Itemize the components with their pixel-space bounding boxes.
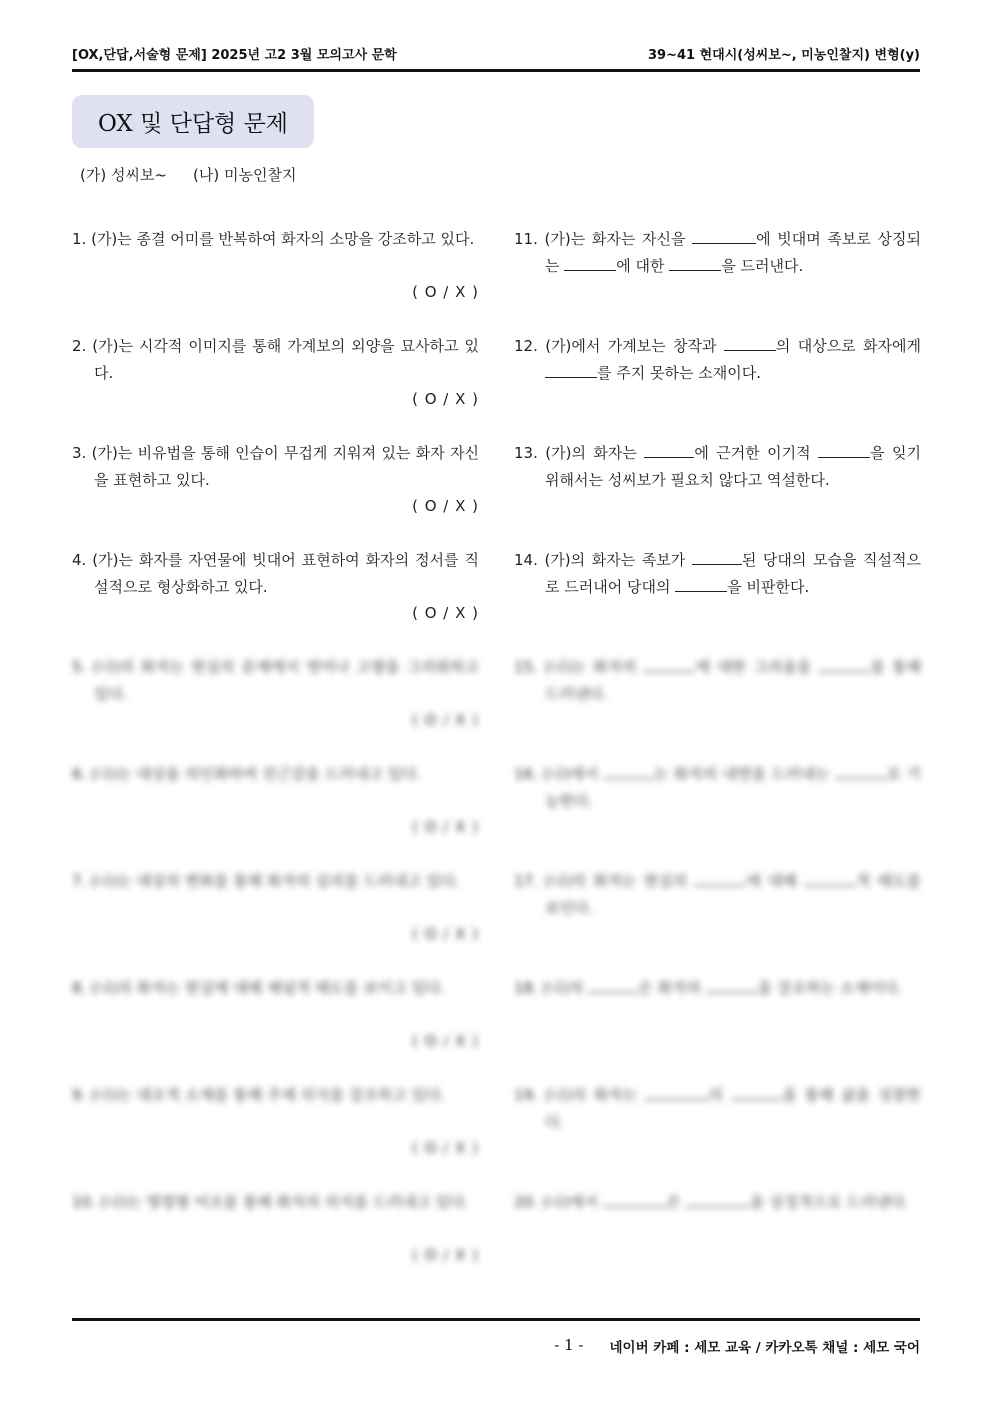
answer-blank[interactable] xyxy=(724,335,776,351)
ox-answer-mark[interactable]: ( O / X ) xyxy=(412,711,479,729)
page-footer xyxy=(554,1336,920,1356)
ox-answer-mark[interactable]: ( O / X ) xyxy=(412,1032,479,1050)
answer-blank[interactable] xyxy=(818,442,870,458)
header-rule xyxy=(72,69,920,72)
header-right: 39~41 현대시(성씨보~, 미농인찰지) 변형(y) xyxy=(648,47,920,63)
question-text: (나)는 대상을 의인화하여 친근감을 드러내고 있다. xyxy=(91,765,422,783)
ox-question-column xyxy=(72,226,479,1296)
footer-channel: 네이버 카페 : 세모 교육 / 카카오톡 채널 : 세모 국어 xyxy=(609,1340,920,1356)
answer-blank[interactable] xyxy=(694,870,746,886)
blank-question: 12. (가)에서 가계보는 창작과 의 대상으로 화자에게 를 주지 못하는 소재이다. xyxy=(514,337,921,382)
blank-question: 11. (가)는 화자는 자신을 에 빗대며 족보로 상징되는 에 대한 을 드러낸다. xyxy=(514,230,921,275)
answer-blank[interactable] xyxy=(645,1084,709,1100)
answer-blank[interactable] xyxy=(818,656,870,672)
section-title-text: OX 및 단답형 문제 xyxy=(97,111,289,137)
answer-blank[interactable] xyxy=(731,1084,783,1100)
answer-blank[interactable] xyxy=(644,442,694,458)
ox-answer-mark[interactable]: ( O / X ) xyxy=(412,1246,479,1264)
blank-question-blurred: 15. (나)는 화자의 에 대한 그리움을 를 통해 드러낸다. xyxy=(514,658,921,703)
question-text: (나)는 대상의 변화를 통해 화자의 심리를 드러내고 있다. xyxy=(91,872,460,890)
blank-question-blurred: 18. (나)의 은 화자의 을 강조하는 소재이다. xyxy=(514,979,903,997)
blank-question-blurred: 16. (나)에서 는 화자의 내면을 드러내는 로 기능한다. xyxy=(514,765,921,810)
answer-blank[interactable] xyxy=(675,576,727,592)
answer-blank[interactable] xyxy=(692,228,756,244)
ox-question: 2. (가)는 시각적 이미지를 통해 가계보의 외양을 묘사하고 있다. ( O / X ) xyxy=(72,333,479,440)
ox-answer-mark[interactable]: ( O / X ) xyxy=(412,818,479,836)
page-number: - 1 - xyxy=(554,1336,584,1354)
blank-question-column xyxy=(514,226,921,1296)
question-text: (가)는 종결 어미를 반복하여 화자의 소망을 강조하고 있다. xyxy=(91,230,475,248)
blank-question-blurred: 20. (나)에서 은 을 상징적으로 드러낸다. xyxy=(514,1193,910,1211)
answer-blank[interactable] xyxy=(588,977,638,993)
answer-blank[interactable] xyxy=(643,656,695,672)
ox-question-blurred: 10. (나)는 명령형 어조를 통해 화자의 의지를 드러내고 있다. ( O / X ) xyxy=(72,1189,479,1296)
section-title xyxy=(72,95,314,148)
question-text: (나)는 대조적 소재를 통해 주제 의식을 강조하고 있다. xyxy=(91,1086,446,1104)
answer-blank[interactable] xyxy=(669,255,721,271)
ox-answer-mark[interactable]: ( O / X ) xyxy=(412,283,479,301)
ox-answer-mark[interactable]: ( O / X ) xyxy=(412,1139,479,1157)
question-text: (나)의 화자는 현실의 문제에서 벗어나 고향을 그리워하고 있다. xyxy=(93,658,479,703)
answer-blank[interactable] xyxy=(686,1191,750,1207)
ox-question: 3. (가)는 비유법을 통해 인습이 무겁게 지워져 있는 화자 자신을 표현하고 있다. ( O / X ) xyxy=(72,440,479,547)
question-text: (가)는 시각적 이미지를 통해 가계보의 외양을 묘사하고 있다. xyxy=(92,337,479,382)
answer-blank[interactable] xyxy=(835,763,887,779)
question-text: (나)의 화자는 현실에 대해 체념적 태도를 보이고 있다. xyxy=(91,979,446,997)
ox-answer-mark[interactable]: ( O / X ) xyxy=(412,925,479,943)
question-text: (가)는 비유법을 통해 인습이 무겁게 지워져 있는 화자 자신을 표현하고 있다. xyxy=(91,444,479,489)
question-text: (나)는 명령형 어조를 통해 화자의 의지를 드러내고 있다. xyxy=(100,1193,470,1211)
answer-blank[interactable] xyxy=(706,977,758,993)
works-list xyxy=(80,164,296,185)
work-ga: (가) 성씨보~ xyxy=(80,166,168,184)
answer-blank[interactable] xyxy=(564,255,616,271)
header-left: [OX,단답,서술형 문제] 2025년 고2 3월 모의고사 문학 xyxy=(72,47,397,63)
footer-rule xyxy=(72,1318,920,1321)
blank-question-blurred: 17. (나)의 화자는 현실의 에 대해 적 태도를 보인다. xyxy=(514,872,921,917)
ox-question: 4. (가)는 화자를 자연물에 빗대어 표현하여 화자의 정서를 직설적으로 형상화하고 있다. ( O / X ) xyxy=(72,547,479,654)
question-text: (가)는 화자를 자연물에 빗대어 표현하여 화자의 정서를 직설적으로 형상화하고 있다. xyxy=(92,551,479,596)
ox-question-blurred: 8. (나)의 화자는 현실에 대해 체념적 태도를 보이고 있다. ( O / X ) xyxy=(72,975,479,1082)
ox-answer-mark[interactable]: ( O / X ) xyxy=(412,604,479,622)
ox-question-blurred: 7. (나)는 대상의 변화를 통해 화자의 심리를 드러내고 있다. ( O / X ) xyxy=(72,868,479,975)
blank-question: 14. (가)의 화자는 족보가 된 당대의 모습을 직설적으로 드러내어 당대의 을 비판한다. xyxy=(514,551,921,596)
blank-question-blurred: 19. (나)의 화자는 의 을 통해 삶을 성찰한다. xyxy=(514,1086,921,1131)
answer-blank[interactable] xyxy=(804,870,856,886)
answer-blank[interactable] xyxy=(603,1191,667,1207)
ox-question-blurred: 5. (나)의 화자는 현실의 문제에서 벗어나 고향을 그리워하고 있다. ( O / X ) xyxy=(72,654,479,761)
answer-blank[interactable] xyxy=(545,362,597,378)
ox-question-blurred: 6. (나)는 대상을 의인화하여 친근감을 드러내고 있다. ( O / X ) xyxy=(72,761,479,868)
answer-blank[interactable] xyxy=(692,549,742,565)
blank-question: 13. (가)의 화자는 에 근거한 이기적 을 잊기 위해서는 성씨보가 필요치 않다고 역설한다. xyxy=(514,444,921,489)
ox-question: 1. (가)는 종결 어미를 반복하여 화자의 소망을 강조하고 있다. ( O / X ) xyxy=(72,226,479,333)
answer-blank[interactable] xyxy=(604,763,654,779)
ox-answer-mark[interactable]: ( O / X ) xyxy=(412,390,479,408)
work-na: (나) 미농인찰지 xyxy=(193,166,297,184)
ox-question-blurred: 9. (나)는 대조적 소재를 통해 주제 의식을 강조하고 있다. ( O / X ) xyxy=(72,1082,479,1189)
ox-answer-mark[interactable]: ( O / X ) xyxy=(412,497,479,515)
page-header xyxy=(72,42,920,64)
